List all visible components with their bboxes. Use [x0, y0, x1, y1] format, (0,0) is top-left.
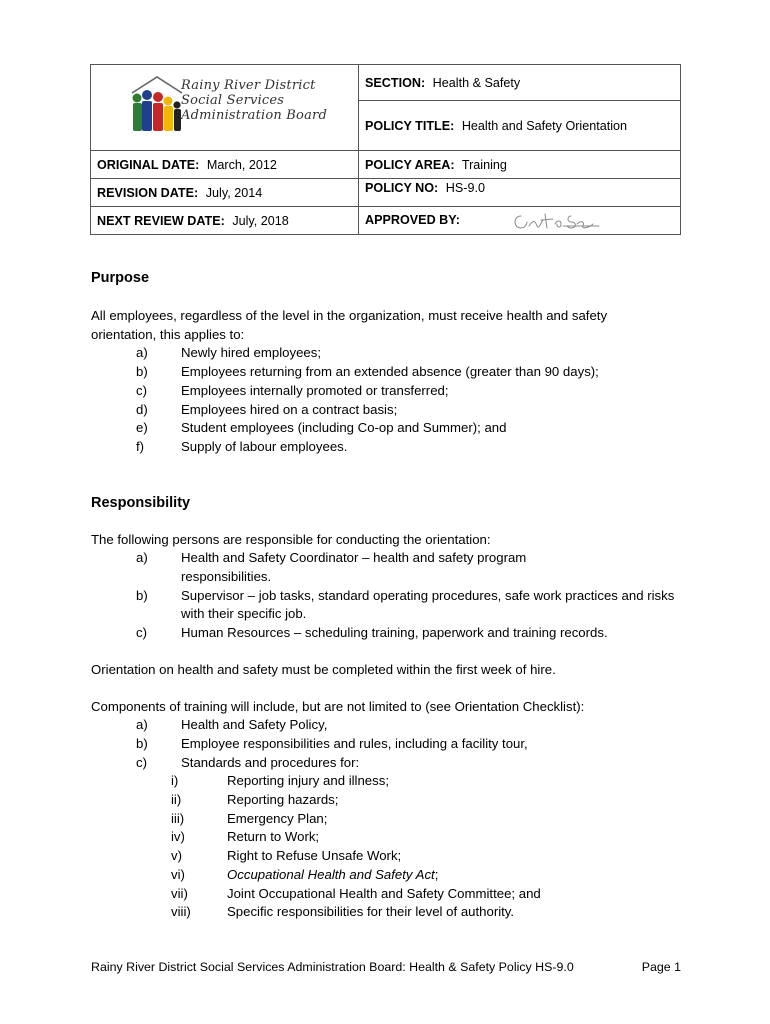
list-item: [91, 866, 691, 885]
page-number: Page 1: [641, 960, 681, 974]
responsibility-heading: Responsibility: [91, 494, 191, 511]
list-item: [91, 624, 683, 643]
list-text: Standards and procedures for:: [181, 754, 360, 770]
list-text: Right to Refuse Unsafe Work;: [227, 848, 402, 864]
list-marker: d): [136, 401, 148, 417]
list-text: Employee responsibilities and rules, including a facility tour,: [181, 735, 528, 751]
list-marker: c): [136, 754, 147, 770]
list-marker: ii): [171, 792, 182, 808]
logo-text: [181, 78, 327, 123]
responsibility-list: [91, 549, 683, 643]
list-item: [91, 885, 691, 904]
list-marker: v): [171, 848, 182, 864]
policy-title-value: Health and Safety Orientation: [461, 118, 628, 133]
list-item: [91, 847, 691, 866]
logo-line-2: Social Services: [181, 93, 285, 108]
approved-by-cell: [359, 207, 681, 235]
list-item: [91, 828, 691, 847]
next-review-cell: [91, 207, 359, 235]
revision-date-value: July, 2014: [205, 185, 263, 200]
policy-body: [91, 268, 691, 922]
purpose-list: [91, 344, 691, 456]
list-marker: vi): [171, 866, 185, 882]
list-marker: viii): [171, 904, 191, 920]
approved-by-label: APPROVED BY:: [365, 212, 460, 227]
policy-area-cell: [359, 151, 681, 179]
logo-line-1: Rainy River District: [181, 78, 316, 93]
list-item: [91, 401, 691, 420]
list-item: [91, 810, 691, 829]
standards-list: [91, 772, 691, 922]
list-item: [91, 344, 691, 363]
list-text: Specific responsibilities for their level of authority.: [227, 904, 515, 920]
logo-line-3: Administration Board: [181, 108, 327, 123]
list-item: [91, 735, 691, 754]
list-marker: c): [136, 382, 147, 398]
revision-date-cell: [91, 179, 359, 207]
section-value: Health & Safety: [432, 75, 521, 90]
list-text: Human Resources – scheduling training, paperwork and training records.: [181, 625, 608, 641]
list-text: ;: [434, 866, 439, 882]
list-text: Student employees (including Co-op and Summer); and: [181, 420, 507, 436]
list-marker: a): [136, 345, 148, 361]
page-footer: [91, 960, 681, 974]
signature-image: [511, 210, 603, 232]
list-text: Return to Work;: [227, 829, 320, 845]
policy-no-value: HS-9.0: [445, 181, 485, 195]
original-date-cell: [91, 151, 359, 179]
list-marker: a): [136, 717, 148, 733]
list-text: Employees returning from an extended absence (greater than 90 days);: [181, 364, 599, 380]
list-marker: i): [171, 773, 179, 789]
list-item: [91, 549, 683, 586]
original-date-label: ORIGINAL DATE:: [97, 157, 200, 172]
list-marker: e): [136, 420, 148, 436]
policy-header-table: [90, 64, 681, 235]
list-text: Health and Safety Policy,: [181, 717, 328, 733]
list-item: [91, 382, 691, 401]
responsibility-intro: The following persons are responsible for conducting the orientation:: [91, 531, 491, 547]
list-marker: f): [136, 438, 145, 454]
logo-cell: [91, 65, 359, 151]
list-marker: c): [136, 625, 147, 641]
list-marker: b): [136, 364, 148, 380]
components-intro: Components of training will include, but are not limited to (see Orientation Checklist):: [91, 698, 585, 714]
next-review-value: July, 2018: [232, 213, 289, 228]
next-review-label: NEXT REVIEW DATE:: [97, 213, 225, 228]
list-marker: iii): [171, 810, 185, 826]
list-item: [91, 772, 691, 791]
list-item: [91, 791, 691, 810]
list-marker: vii): [171, 885, 188, 901]
list-text: Supply of labour employees.: [181, 438, 348, 454]
footer-text: Rainy River District Social Services Administration Board: Health & Safety Policy HS-9.0: [91, 960, 574, 974]
act-title: Occupational Health and Safety Act: [227, 866, 435, 882]
list-item: [91, 716, 691, 735]
list-marker: b): [136, 587, 148, 603]
list-marker: iv): [171, 829, 185, 845]
list-text: Reporting hazards;: [227, 792, 339, 808]
policy-no-label: POLICY NO:: [365, 181, 439, 195]
list-item: [91, 438, 691, 457]
original-date-value: March, 2012: [206, 157, 277, 172]
revision-date-label: REVISION DATE:: [97, 185, 199, 200]
list-text: Reporting injury and illness;: [227, 773, 389, 789]
list-item: [91, 419, 691, 438]
list-text: Newly hired employees;: [181, 345, 321, 361]
family-logo-icon: [129, 71, 189, 135]
list-text: Joint Occupational Health and Safety Committee; and: [227, 885, 541, 901]
policy-no-cell: [359, 179, 681, 207]
list-marker: a): [136, 550, 148, 566]
policy-title-cell: [359, 101, 681, 151]
purpose-intro: All employees, regardless of the level in the organization, must receive health and safety orientation, this applies to:: [91, 308, 608, 342]
list-item: [91, 754, 691, 773]
list-marker: b): [136, 735, 148, 751]
list-text: Health and Safety Coordinator – health and safety program responsibilities.: [181, 550, 527, 585]
list-item: [91, 587, 683, 624]
policy-area-label: POLICY AREA:: [365, 157, 455, 172]
list-text: Supervisor – job tasks, standard operating procedures, safe work practices and risks with their specific job.: [181, 587, 675, 622]
policy-area-value: Training: [461, 157, 507, 172]
section-label: SECTION:: [365, 75, 426, 90]
list-text: Employees hired on a contract basis;: [181, 401, 398, 417]
list-item: [91, 363, 691, 382]
policy-title-label: POLICY TITLE:: [365, 118, 455, 133]
components-list: [91, 716, 691, 772]
list-text: Emergency Plan;: [227, 810, 328, 826]
section-cell: [359, 65, 681, 101]
list-item: [91, 903, 691, 922]
purpose-heading: Purpose: [91, 270, 150, 286]
completion-note: Orientation on health and safety must be completed within the first week of hire.: [91, 661, 556, 677]
list-text: Employees internally promoted or transferred;: [181, 382, 449, 398]
